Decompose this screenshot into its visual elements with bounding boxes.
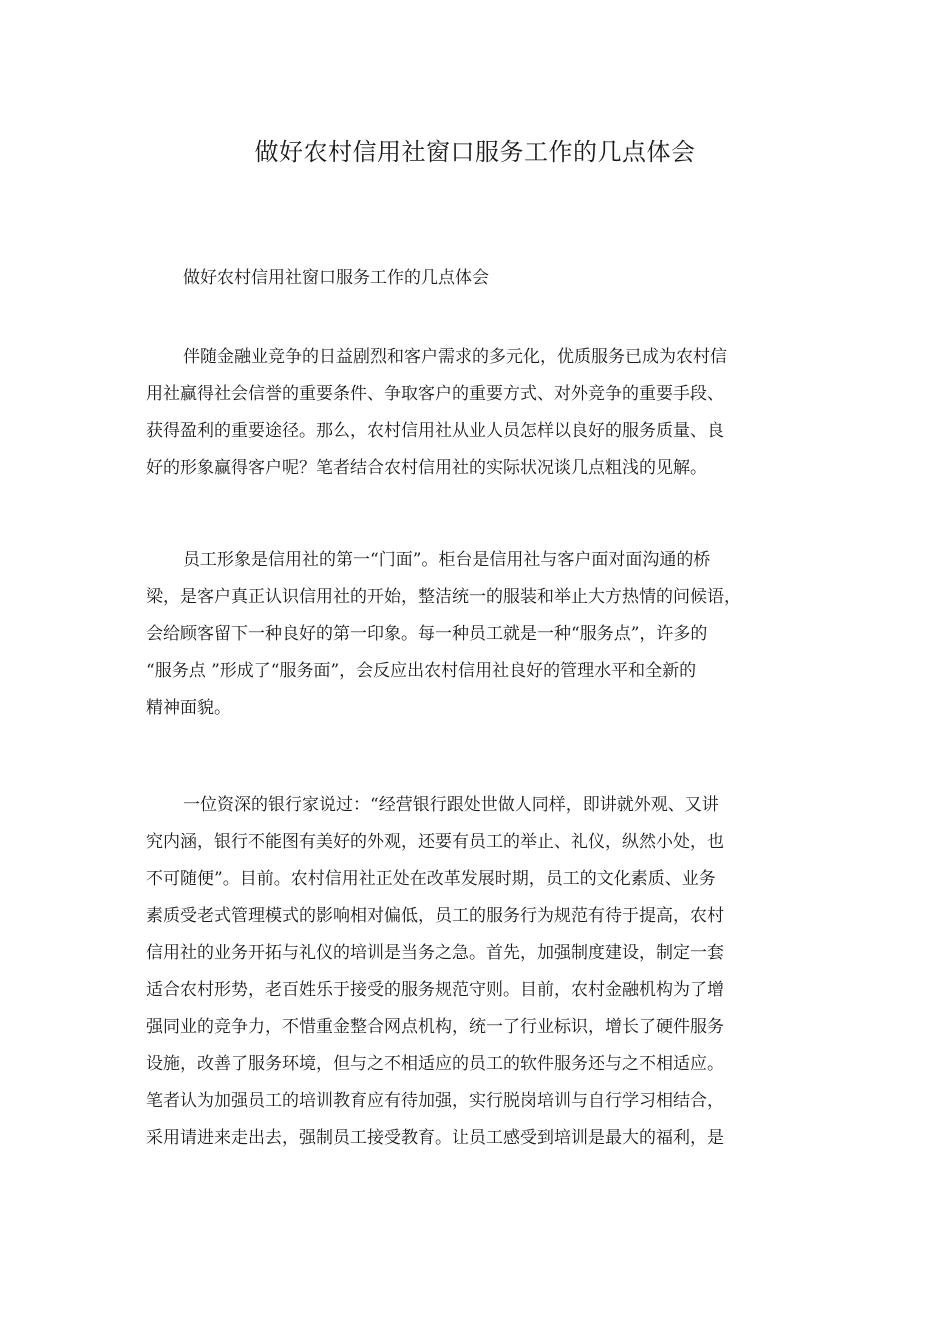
paragraph-line: 究内涵，银行不能图有美好的外观，还要有员工的举止、礼仪，纵然小处，也 [146,832,724,852]
paragraph-line: “服务点 ”形成了“服务面”，会反应出农村信用社良好的管理水平和全新的 [146,661,697,681]
paragraph-line: 素质受老式管理模式的影响相对偏低，员工的服务行为规范有待于提高，农村 [146,906,724,926]
paragraph-line: 员工形象是信用社的第一“门面”。柜台是信用社与客户面对面沟通的桥 [183,550,711,570]
paragraph-line: 一位资深的银行家说过：“经营银行跟处世做人同样，即讲就外观、又讲 [183,795,719,815]
paragraph-line: 伴随金融业竞争的日益剧烈和客户需求的多元化，优质服务已成为农村信 [183,347,727,367]
paragraph-3 [146,791,811,1161]
paragraph-line: 会给顾客留下一种良好的第一印象。每一种员工就是一种“服务点”，许多的 [146,624,708,644]
document-title: 做好农村信用社窗口服务工作的几点体会 [254,138,696,166]
paragraph-line: 用社赢得社会信誉的重要条件、争取客户的重要方式、对外竞争的重要手段、 [146,384,724,404]
paragraph-1 [146,343,811,491]
document-subtitle: 做好农村信用社窗口服务工作的几点体会 [183,268,489,288]
paragraph-line: 梁，是客户真正认识信用社的开始，整洁统一的服装和举止大方热情的问候语， [146,587,741,607]
paragraph-line: 强同业的竞争力，不惜重金整合网点机构，统一了行业标识，增长了硬件服务 [146,1017,724,1037]
paragraph-line: 设施，改善了服务环境，但与之不相适应的员工的软件服务还与之不相适应。 [146,1054,724,1074]
paragraph-line: 笔者认为加强员工的培训教育应有待加强，实行脱岗培训与自行学习相结合， [146,1091,724,1111]
paragraph-line: 适合农村形势，老百姓乐于接受的服务规范守则。目前，农村金融机构为了增 [146,980,724,1000]
paragraph-line: 精神面貌。 [146,698,231,718]
paragraph-line: 好的形象赢得客户呢？笔者结合农村信用社的实际状况谈几点粗浅的见解。 [146,458,707,478]
paragraph-2 [146,546,811,731]
paragraph-line: 不可随便”。目前。农村信用社正处在改革发展时期，员工的文化素质、业务 [146,869,716,889]
paragraph-line: 获得盈利的重要途径。那么，农村信用社从业人员怎样以良好的服务质量、良 [146,421,724,441]
paragraph-line: 信用社的业务开拓与礼仪的培训是当务之急。首先，加强制度建设，制定一套 [146,943,724,963]
paragraph-line: 采用请进来走出去，强制员工接受教育。让员工感受到培训是最大的福利，是 [146,1128,724,1148]
